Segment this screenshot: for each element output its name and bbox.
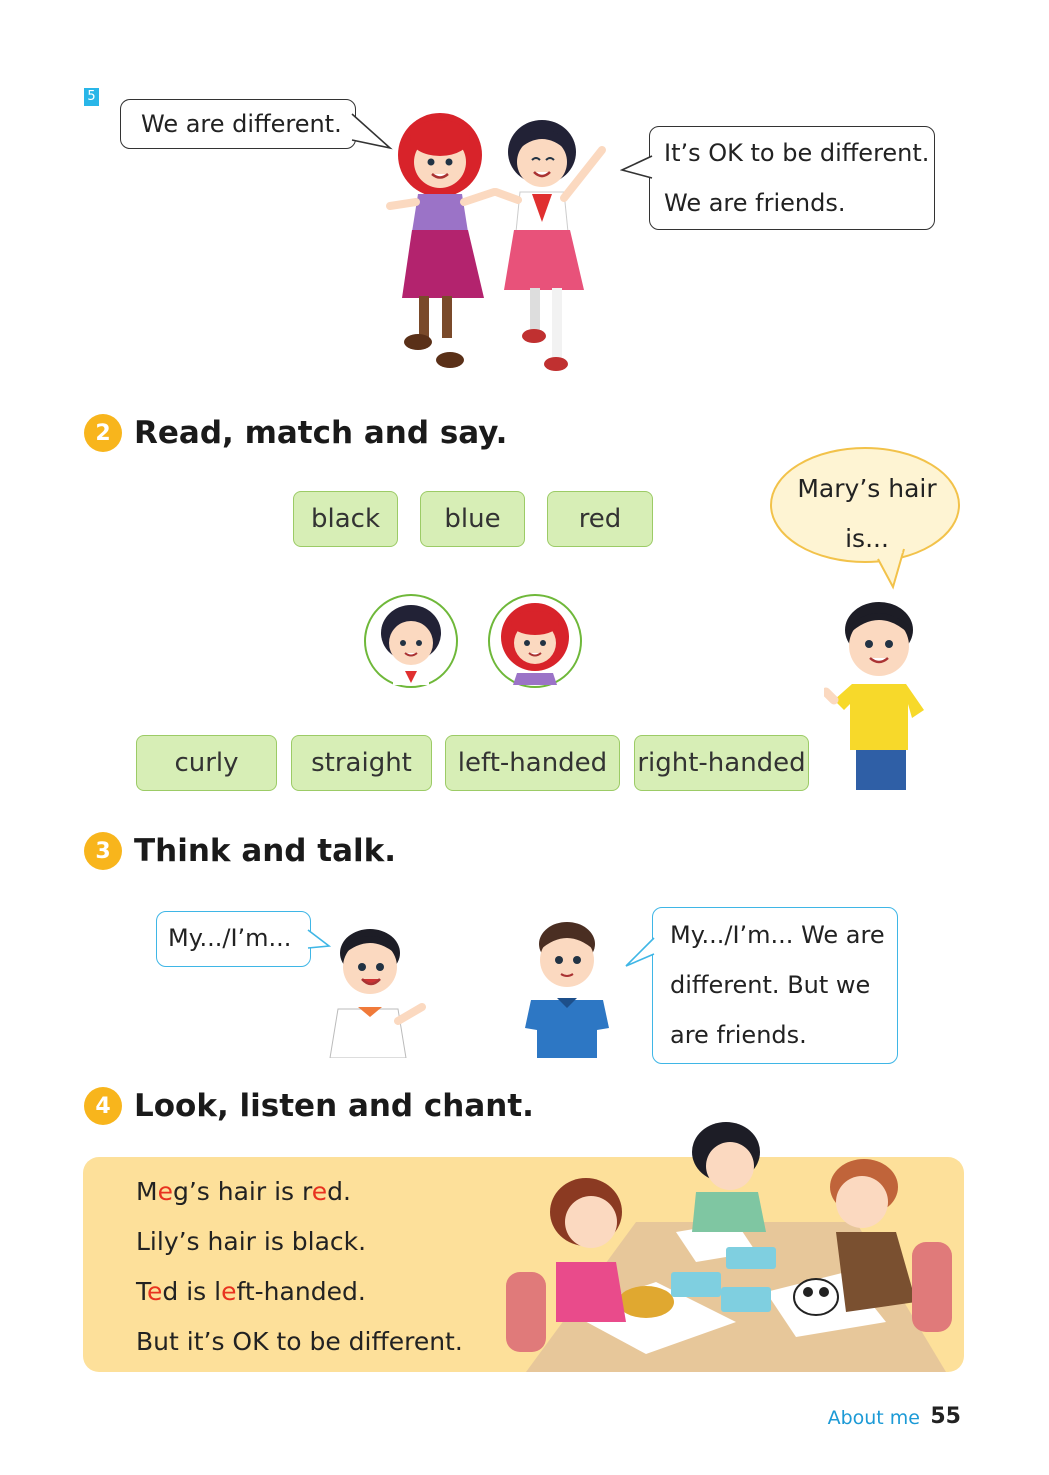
panel-number: 5: [84, 88, 99, 106]
section-title: Look, listen and chant.: [134, 1088, 534, 1124]
speech-bubble-right: [652, 907, 898, 1064]
bubble-text: are friends.: [670, 1021, 807, 1049]
section-title: Read, match and say.: [134, 415, 508, 451]
chant-line-4: But it’s OK to be different.: [136, 1327, 463, 1356]
speech-bubble-right: [649, 126, 935, 230]
section-title: Think and talk.: [134, 833, 397, 869]
word-card-right-handed[interactable]: right-handed: [634, 735, 809, 791]
section-2-heading: [84, 414, 507, 452]
section-number-badge: 4: [84, 1087, 122, 1125]
word-card-red[interactable]: red: [547, 491, 653, 547]
chant-line-1: Meg’s hair is red.: [136, 1177, 351, 1206]
page-number: 55: [930, 1404, 961, 1429]
boy-blue-shirt-illustration: [525, 918, 610, 1058]
bubble-text: We are friends.: [664, 189, 846, 217]
section-number-badge: 3: [84, 832, 122, 870]
word-card-blue[interactable]: blue: [420, 491, 525, 547]
chant-line-3: Ted is left-handed.: [136, 1277, 366, 1306]
bubble-text: My.../I’m... We are: [670, 921, 885, 949]
bubble-tail-icon: [624, 936, 656, 970]
chant-line-2: Lily’s hair is black.: [136, 1227, 367, 1256]
word-card-black[interactable]: black: [293, 491, 398, 547]
boy-yellow-shirt-illustration: [824, 600, 934, 790]
section-3-heading: [84, 832, 396, 870]
two-girls-illustration: [372, 110, 627, 385]
bubble-text: different. But we: [670, 971, 871, 999]
boy-white-shirt-illustration: [328, 925, 438, 1058]
avatar-red-hair-girl[interactable]: [487, 593, 583, 689]
word-card-straight[interactable]: straight: [291, 735, 432, 791]
bubble-text: We are different.: [141, 110, 342, 138]
bubble-text: is...: [845, 524, 889, 553]
word-card-curly[interactable]: curly: [136, 735, 277, 791]
footer-unit-label: About me: [827, 1407, 920, 1429]
bubble-text: My.../I’m...: [168, 924, 292, 952]
children-drawing-illustration: [496, 1122, 956, 1372]
thought-bubble-text: [772, 474, 962, 554]
speech-bubble-left: [120, 99, 356, 149]
bubble-text: It’s OK to be different.: [664, 139, 930, 167]
speech-bubble-left: [156, 911, 311, 967]
section-4-heading: [84, 1087, 534, 1125]
avatar-black-hair-girl[interactable]: [363, 593, 459, 689]
bubble-text: Mary’s hair: [797, 474, 937, 503]
word-card-left-handed[interactable]: left-handed: [445, 735, 620, 791]
section-number-badge: 2: [84, 414, 122, 452]
